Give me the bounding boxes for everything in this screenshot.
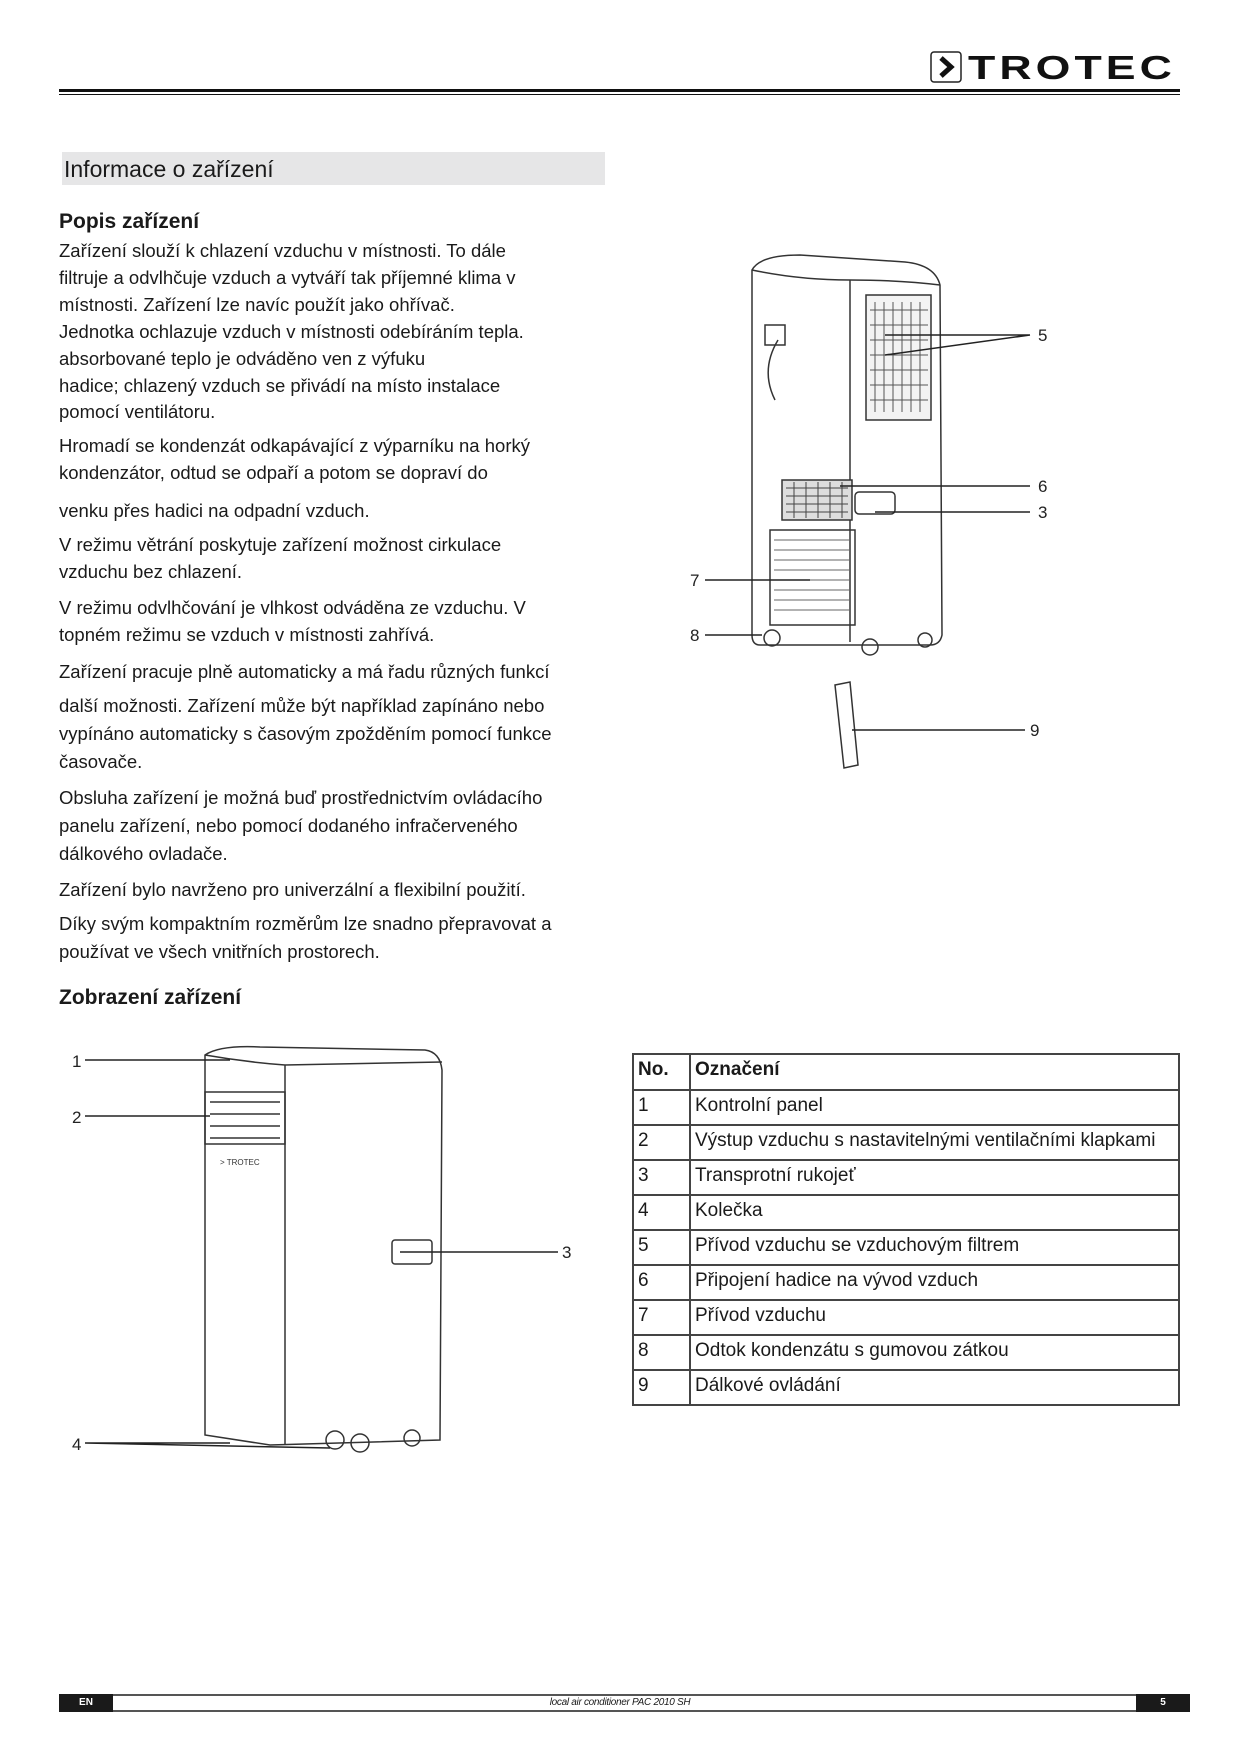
section-title: Informace o zařízení [64,156,274,182]
table-row [633,1230,1179,1265]
row-number: 1 [633,1090,690,1125]
callout-9: 9 [1030,721,1040,740]
description-line: Zařízení pracuje plně automaticky a má řadu různých funkcí [59,661,550,682]
row-label: Přívod vzduchu [690,1300,1179,1335]
description-line: Hromadí se kondenzát odkapávající z výparníku na horký [59,435,530,456]
table-row [633,1335,1179,1370]
header-label: Označení [690,1054,1179,1090]
table-row [633,1125,1179,1160]
footer-page-number: 5 [1136,1694,1190,1712]
table-header-row [633,1054,1179,1090]
table-row [633,1300,1179,1335]
description-line: Jednotka ochlazuje vzduch v místnosti odebíráním tepla. [59,321,524,342]
row-number: 8 [633,1335,690,1370]
table-row [633,1265,1179,1300]
description-line: další možnosti. Zařízení může být například zapínáno nebo [59,695,545,716]
description-line: pomocí ventilátoru. [59,401,216,422]
description-line: filtruje a odvlhčuje vzduch a vytváří tak příjemné klima v [59,267,516,288]
callout-6: 6 [1038,477,1048,496]
callout-5: 5 [1038,326,1048,345]
row-number: 9 [633,1370,690,1405]
description-line: časovače. [59,751,143,772]
callout-7: 7 [690,571,700,590]
description-line: kondenzátor, odtud se odpaří a potom se dopraví do [59,462,488,483]
row-label: Připojení hadice na vývod vzduch [690,1265,1179,1300]
header-no: No. [633,1054,690,1090]
row-number: 2 [633,1125,690,1160]
callout-8: 8 [690,626,700,645]
description-line: V režimu větrání poskytuje zařízení možnost cirkulace [59,534,502,555]
row-number: 6 [633,1265,690,1300]
footer-title: local air conditioner PAC 2010 SH [549,1697,691,1708]
description-line: používat ve všech vnitřních prostorech. [59,941,380,962]
callout-3: 3 [1038,503,1048,522]
description-line: Díky svým kompaktním rozměrům lze snadno přepravovat a [59,913,552,934]
description-line: V režimu odvlhčování je vlhkost odváděna ze vzduchu. V [59,597,526,618]
device-front-view-figure [70,1040,590,1470]
footer-language: EN [59,1694,113,1712]
device-back-view-figure [690,250,1190,775]
row-number: 7 [633,1300,690,1335]
parts-table [632,1053,1180,1406]
description-line: Obsluha zařízení je možná buď prostřednictvím ovládacího [59,787,543,808]
description-line: vypínáno automaticky s časovým zpožděním pomocí funkce [59,723,552,744]
description-line: hadice; chlazený vzduch se přivádí na místo instalace [59,375,501,396]
row-label: Dálkové ovládání [690,1370,1179,1405]
description-line: Zařízení bylo navrženo pro univerzální a flexibilní použití. [59,879,526,900]
header-rule-thin [59,94,1180,95]
row-number: 4 [633,1195,690,1230]
description-heading: Popis zařízení [59,210,200,233]
callout-1: 1 [72,1052,82,1071]
svg-text:TROTEC: TROTEC [968,50,1176,84]
description-line: topném režimu se vzduch v místnosti zahřívá. [59,624,435,645]
row-label: Výstup vzduchu s nastavitelnými ventilačními klapkami [690,1125,1179,1160]
table-row [633,1090,1179,1125]
callout-2: 2 [72,1108,82,1127]
svg-text:> TROTEC: > TROTEC [220,1158,260,1167]
description-line: absorbované teplo je odváděno ven z výfuku [59,348,426,369]
table-row [633,1370,1179,1405]
description-line: Zařízení slouží k chlazení vzduchu v místnosti. To dále [59,240,506,261]
row-label: Přívod vzduchu se vzduchovým filtrem [690,1230,1179,1265]
row-label: Transprotní rukojeť [690,1160,1179,1195]
row-number: 3 [633,1160,690,1195]
table-row [633,1195,1179,1230]
row-number: 5 [633,1230,690,1265]
header-rule [59,89,1180,92]
table-row [633,1160,1179,1195]
description-line: venku přes hadici na odpadní vzduch. [59,500,370,521]
row-label: Kolečka [690,1195,1179,1230]
description-line: panelu zařízení, nebo pomocí dodaného infračerveného [59,815,518,836]
row-label: Kontrolní panel [690,1090,1179,1125]
callout-4: 4 [72,1435,82,1454]
description-line: dálkového ovladače. [59,843,228,864]
description-line: místnosti. Zařízení lze navíc použít jako ohřívač. [59,294,455,315]
display-heading: Zobrazení zařízení [59,986,242,1009]
row-label: Odtok kondenzátu s gumovou zátkou [690,1335,1179,1370]
callout-3-front: 3 [562,1243,572,1262]
description-line: vzduchu bez chlazení. [59,561,243,582]
trotec-logo [930,50,1180,84]
